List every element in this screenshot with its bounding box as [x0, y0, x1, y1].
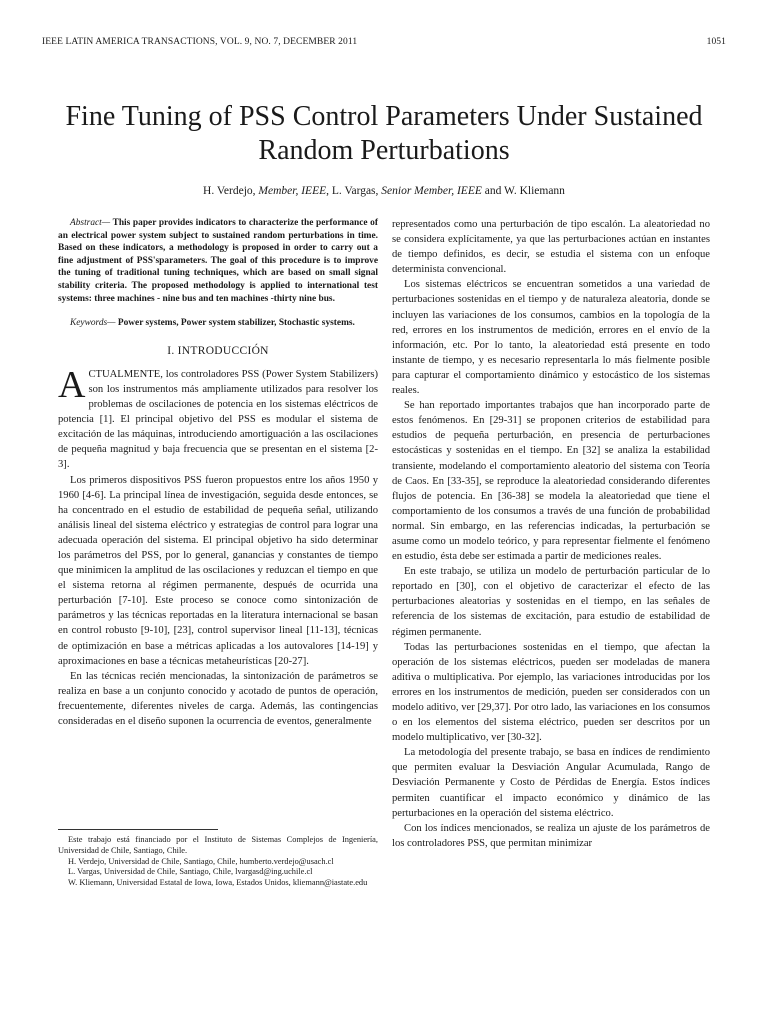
keywords — [58, 317, 378, 330]
abstract — [58, 217, 378, 305]
author-1-role: Member, IEEE — [258, 185, 327, 197]
footnote-author-3: W. Kliemann, Universidad Estatal de Iowa, Iowa, Estados Unidos, kliemann@iastate.edu — [68, 878, 368, 888]
intro-paragraph-2: Los primeros dispositivos PSS fueron propuestos entre los años 1950 y 1960 [4-6]. La principal línea de investigación, seguida desde entonces, se ha concentrado en el estudio de estabilidad de pequeña señal, utilizando análisis lineal del sistema eléctrico y estrategias de control para lograr una adecuada operación del sistema. El principal objetivo ha sido determinar los parámetros del PSS, por lo general, ganancias y constantes de tiempo que minimicen la amplitud de las oscilaciones y reduzcan el tiempo en que el sistema retorna al régimen permanente, después de ocurrida una perturbación [7-10]. Este proceso se conoce como sintonización de parámetros y las técnicas reportadas en la literatura internacional se basan en control robusto [9-10], [23], control supervisor lineal [11-13], técnicas de optimización en base a métricas aplicadas a los autovalores [14-19] y aproximaciones en base a técnicas metaheurísticas [20-27]. — [58, 474, 378, 667]
author-2-role: Senior Member, IEEE — [381, 185, 482, 197]
footnotes — [58, 835, 378, 889]
intro-paragraph-1-text: CTUALMENTE, los controladores PSS (Power System Stabilizers) son los instrumentos más ampliamente utilizados para resolver los problemas de oscilaciones de potencia en los sistemas eléctricos de potencia [1]. El principal objetivo del PSS es modular el sistema de excitación de las máquinas, introduciendo amortiguación a las oscilaciones de pequeña magnitud y baja frecuencia que se presentan en el sistema [2-3]. — [58, 368, 378, 471]
intro-paragraph-1 — [58, 363, 378, 473]
right-paragraph-2: Los sistemas eléctricos se encuentran sometidos a una variedad de perturbaciones sostenidas en el tiempo y de naturaleza aleatoria, donde se incluyen las variaciones de los consumos, cambios en la topología de la red, errores en los instrumentos de medición, errores en el envío de la información, etc. Por lo tanto, la aleatoriedad está presente en todo instante de tiempo, y es necesario representarla lo más fielmente posible para capturar el comportamiento dinámico y estocástico de los sistemas reales. — [392, 279, 710, 397]
right-paragraph-4: En este trabajo, se utiliza un modelo de perturbación particular de lo reportado en [30], con el objetivo de caracterizar el efecto de las perturbaciones aleatorias y sostenidas en el tiempo, en las señales de referencia de los sistemas de excitación, para estudio de estabilidad de régimen permanente. — [392, 566, 710, 638]
journal-header: IEEE LATIN AMERICA TRANSACTIONS, VOL. 9, NO. 7, DECEMBER 2011 — [42, 37, 358, 47]
footnote-divider — [58, 829, 218, 830]
keywords-label: Keywords— — [70, 318, 116, 329]
running-header — [42, 37, 726, 51]
footnote-author-1: H. Verdejo, Universidad de Chile, Santiago, Chile, humberto.verdejo@usach.cl — [68, 856, 334, 866]
drop-cap: A — [58, 363, 86, 406]
abstract-text: This paper provides indicators to characterize the performance of an electrical power system subject to sustained random perturbations in time. Based on these indicators, a methodology is proposed in order to carry out a fine adjustment of PSS'sparameters. The goal of this procedure is to improve the tuning of traditional tuning techniques, which are based on small signal stability criteria. The proposed methodology is applied to international test systems: three machines - nine bus and ten machines -thirty nine bus. — [58, 218, 378, 304]
paper-title: Fine Tuning of PSS Control Parameters Under Sustained Random Perturbations — [65, 101, 703, 166]
right-column — [392, 217, 710, 851]
footnote-author-2: L. Vargas, Universidad de Chile, Santiago, Chile, lvargasd@ing.uchile.cl — [68, 867, 313, 877]
author-2-name: , L. Vargas, — [326, 185, 382, 197]
author-3-name: and W. Kliemann — [481, 185, 565, 197]
right-paragraph-7: Con los índices mencionados, se realiza un ajuste de los parámetros de los controladores PSS, que permitan minimizar — [392, 822, 710, 849]
abstract-label: Abstract— — [70, 218, 111, 228]
left-column — [58, 217, 378, 729]
right-paragraph-6: La metodología del presente trabajo, se basa en índices de rendimiento que permiten evaluar la Desviación Angular Acumulada, Rango de Desviación Permanente y Costo de Pérdidas de Energía. Estos índices permiten cuantificar el impacto económico y dinámico de las perturbaciones en la operación del sistema eléctrico. — [392, 747, 710, 819]
intro-paragraph-3: En las técnicas recién mencionadas, la sintonización de parámetros se realiza en base a un conjunto conocido y acotado de puntos de operación, frecuentemente, diferentes niveles de carga. Además, las contingencias consideradas en el diseño suponen la ocurrencia de eventos, generalmente — [58, 670, 378, 727]
section-heading-introduccion: I. INTRODUCCIÓN — [167, 344, 269, 357]
right-paragraph-5: Todas las perturbaciones sostenidas en el tiempo, que afectan la operación de los sistemas eléctricos, pueden ser modeladas de manera aditiva o multiplicativa. Por ejemplo, las variaciones introducidas por los errores en los instrumentos de medición, pueden ser considerados con un modelo aditivo, ver [29,37]. Por otro lado, las variaciones en los consumos o en los elementos del sistema eléctrico, pueden ser descritos por un modelo multiplicativo, ver [30-32]. — [392, 641, 710, 744]
right-paragraph-1: representados como una perturbación de tipo escalón. La aleatoriedad no se considera explícitamente, ya que las perturbaciones actúan en instantes de tiempo definidos, es decir, se estudia el sistema con un enfoque determinista convencional. — [392, 219, 710, 276]
author-1-name: H. Verdejo, — [203, 185, 259, 197]
author-line — [40, 185, 728, 197]
right-paragraph-3: Se han reportado importantes trabajos que han incorporado parte de estos fenómenos. En [29-31] se proponen criterios de estabilidad para estudios de pequeña perturbación, en presencia de perturbaciones estocásticas y sostenidas en el tiempo. En [32] se analiza la estabilidad transiente, modelando el comportamiento aleatorio del sistema con Teoría de Caos. En [33-35], se reproduce la aleatoriedad considerando diferentes flujos de potencia. En [36-38] se modela la aleatoriedad que tiene el comportamiento de los consumos a través de una función de probabilidad normal. Sin embargo, en las referencias indicadas, la perturbación se asume como un modelo teórico, y para representar fielmente el fenómeno en estudio, ésta debe ser estimada a partir de mediciones reales. — [392, 400, 710, 563]
page-number: 1051 — [706, 37, 726, 47]
footnote-funding: Este trabajo está financiado por el Instituto de Sistemas Complejos de Ingeniería, Universidad de Chile, Santiago, Chile. — [58, 835, 378, 855]
keywords-text: Power systems, Power system stabilizer, Stochastic systems. — [115, 318, 355, 329]
